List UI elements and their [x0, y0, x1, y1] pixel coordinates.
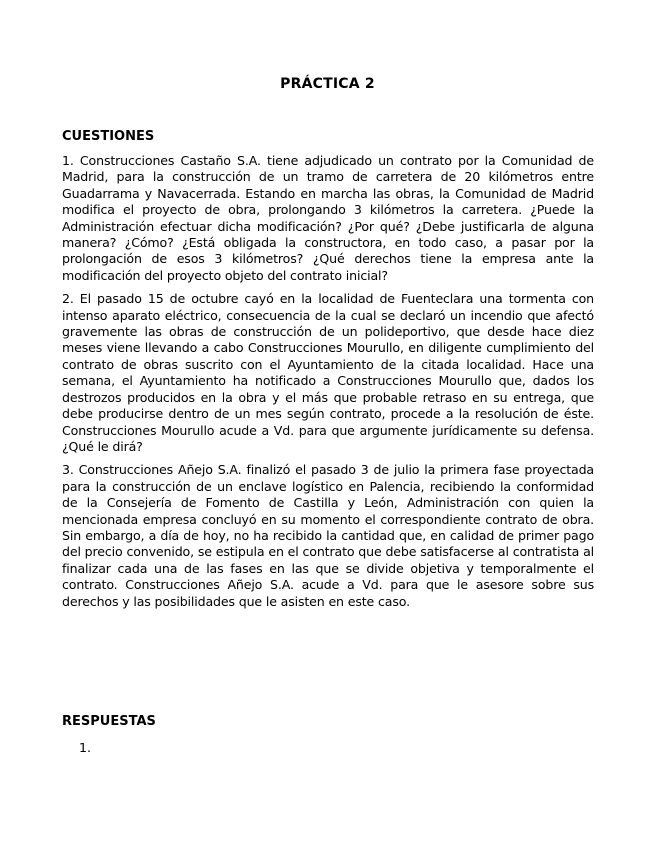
respuestas-heading: RESPUESTAS [62, 714, 156, 729]
question-2: 2. El pasado 15 de octubre cayó en la localidad de Fuenteclara una tormenta con intenso aparato eléctrico, consecuencia de la cual se declaró un incendio que afectó gravemente las obras de construcción de un polideportivo, que desde hace diez meses viene llevando a cabo Construcciones Mourullo, en diligente cumplimiento del contrato de obras suscrito con el Ayuntamiento de la citada localidad. Hace una semana, el Ayuntamiento ha notificado a Construcciones Mourullo que, dados los destrozos producidos en la obra y el más que probable retraso en su entrega, que debe producirse dentro de un mes según contrato, procede a la resolución de éste. Construcciones Mourullo acude a Vd. para que argumente jurídicamente su defensa. ¿Qué le dirá? [62, 291, 594, 454]
cuestiones-heading: CUESTIONES [62, 129, 155, 144]
answers-list [79, 740, 91, 756]
document-title: PRÁCTICA 2 [280, 76, 375, 92]
questions-list [62, 153, 594, 617]
question-3: 3. Construcciones Añejo S.A. finalizó el pasado 3 de julio la primera fase proyectada para la construcción de un enclave logístico en Palencia, recibiendo la conformidad de la Consejería de Fomento de Castilla y León, Administración con quien la mencionada empresa concluyó en su momento el correspondiente contrato de obra. Sin embargo, a día de hoy, no ha recibido la cantidad que, en calidad de primer pago del precio convenido, se estipula en el contrato que debe satisfacerse al contratista al finalizar cada una de las fases en las que se divide objetiva y temporalmente el contrato. Construcciones Añejo S.A. acude a Vd. para que le asesore sobre sus derechos y las posibilidades que le asisten en este caso. [62, 462, 594, 609]
answer-item-1: 1. [79, 740, 92, 755]
question-1: 1. Construcciones Castaño S.A. tiene adjudicado un contrato por la Comunidad de Madrid, para la construcción de un tramo de carretera de 20 kilómetros entre Guadarrama y Navacerrada. Estando en marcha las obras, la Comunidad de Madrid modifica el proyecto de obra, prolongando 3 kilómetros la carretera. ¿Puede la Administración efectuar dicha modificación? ¿Por qué? ¿Debe justificarla de alguna manera? ¿Cómo? ¿Está obligada la constructora, en todo caso, a pasar por la prolongación de esos 3 kilómetros? ¿Qué derechos tiene la empresa ante la modificación del proyecto objeto del contrato inicial? [62, 153, 594, 283]
